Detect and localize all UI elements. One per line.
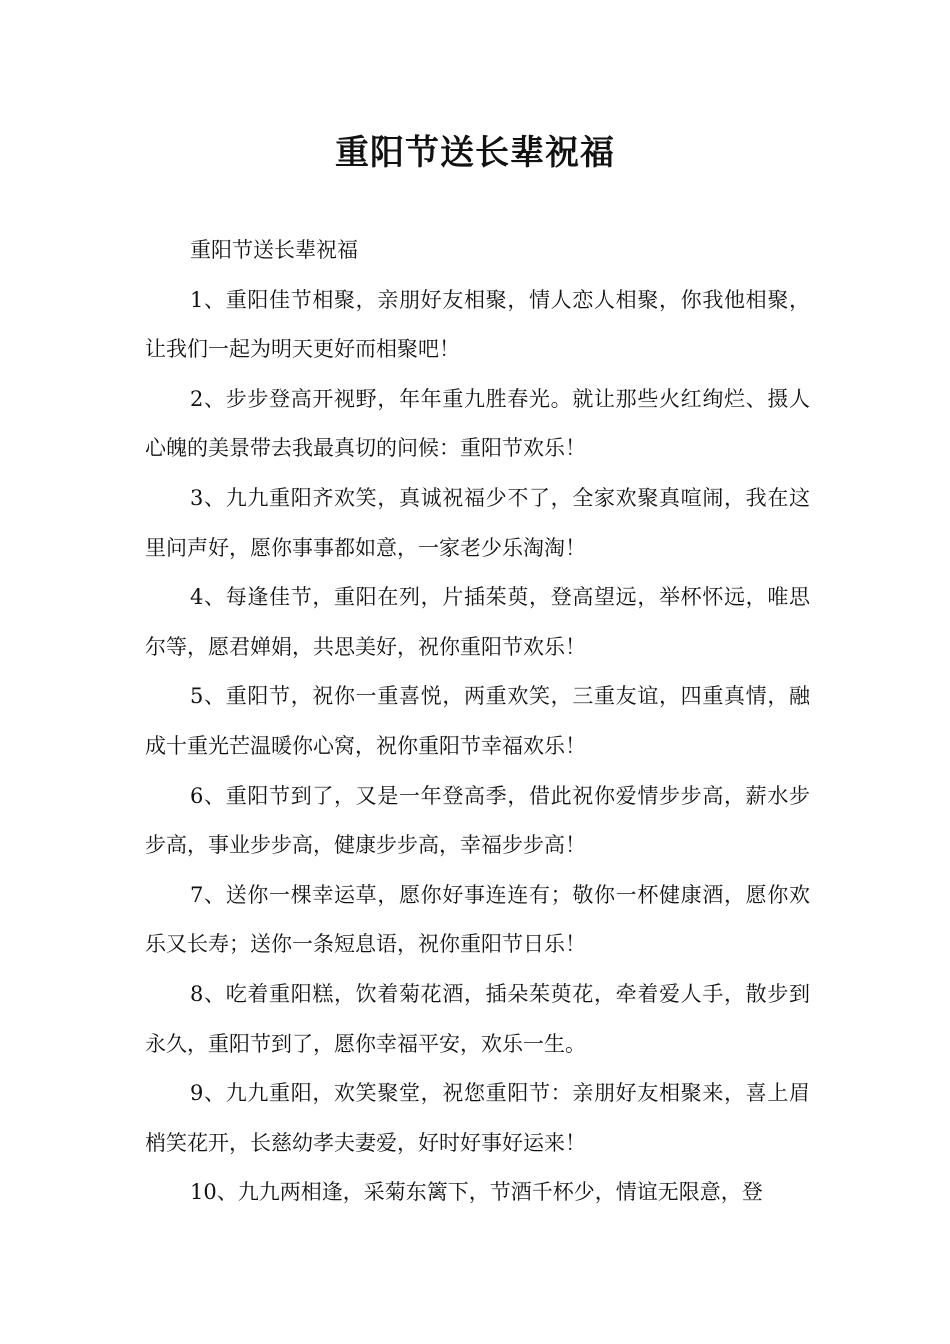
paragraph-8: 8、吃着重阳糕，饮着菊花酒，插朵茱萸花，牵着爱人手，散步到永久，重阳节到了，愿你幸福平安，欢乐一生。 [145, 981, 810, 1056]
paragraph-6: 6、重阳节到了，又是一年登高季，借此祝你爱情步步高，薪水步步高，事业步步高，健康步步高，幸福步步高！ [145, 783, 810, 858]
document-title: 重阳节送长辈祝福 [335, 133, 615, 173]
document-subtitle: 重阳节送长辈祝福 [190, 238, 358, 262]
paragraph-10: 10、九九两相逢，采菊东篱下，节酒千杯少，情谊无限意，登 [190, 1180, 763, 1205]
paragraph-5: 5、重阳节，祝你一重喜悦，两重欢笑，三重友谊，四重真情，融成十重光芒温暖你心窝，祝你重阳节幸福欢乐！ [145, 684, 810, 758]
paragraph-2: 2、步步登高开视野，年年重九胜春光。就让那些火红绚烂、摄人心魄的美景带去我最真切的问候：重阳节欢乐！ [145, 386, 810, 461]
paragraph-7: 7、送你一棵幸运草，愿你好事连连有；敬你一杯健康酒，愿你欢乐又长寿；送你一条短息语，祝你重阳节日乐！ [145, 882, 810, 957]
document-body [145, 226, 810, 1218]
paragraph-3: 3、九九重阳齐欢笑，真诚祝福少不了，全家欢聚真喧闹，我在这里问声好，愿你事事都如意，一家老少乐淘淘！ [145, 485, 810, 560]
paragraph-9: 9、九九重阳，欢笑聚堂，祝您重阳节：亲朋好友相聚来，喜上眉梢笑花开，长慈幼孝夫妻爱，好时好事好运来！ [145, 1081, 810, 1155]
paragraph-1: 1、重阳佳节相聚，亲朋好友相聚，情人恋人相聚，你我他相聚，让我们一起为明天更好而相聚吧！ [145, 287, 810, 362]
paragraph-4: 4、每逢佳节，重阳在列，片插茱萸，登高望远，举杯怀远，唯思尔等，愿君婵娟，共思美好，祝你重阳节欢乐！ [145, 585, 810, 659]
